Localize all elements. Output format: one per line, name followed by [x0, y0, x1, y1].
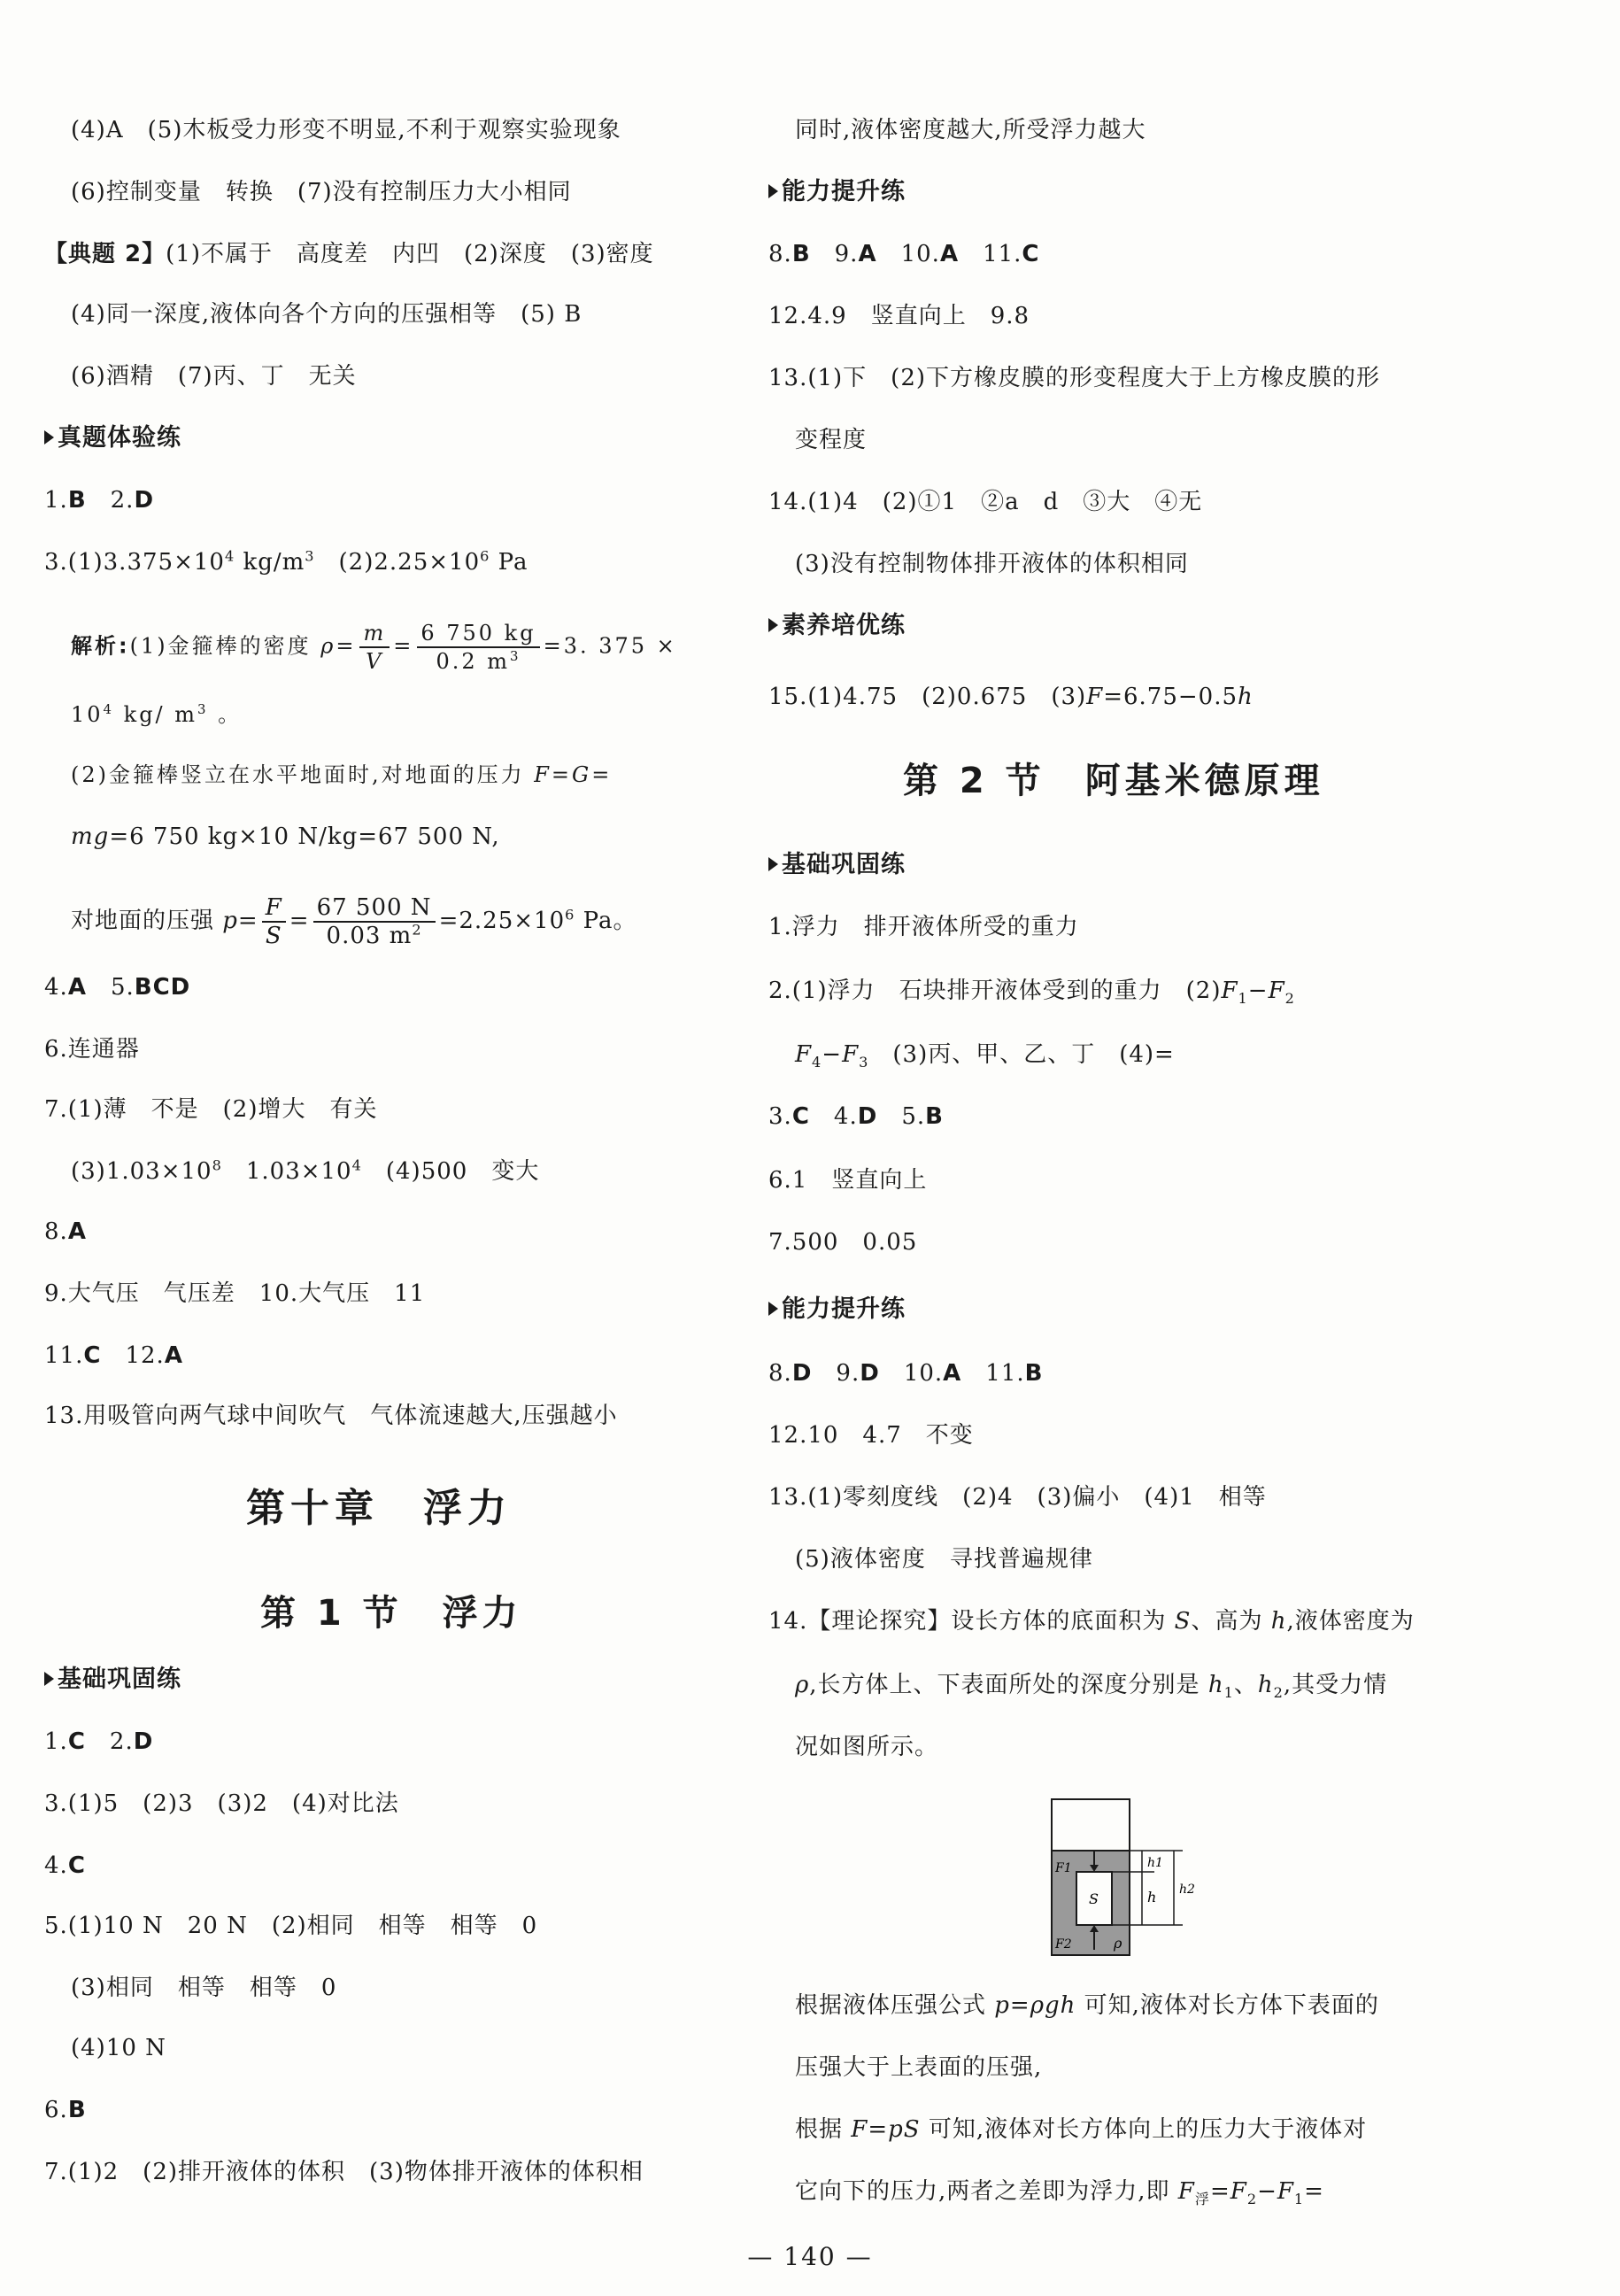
- answer-line: 5.(1)10 N 20 N (2)相同 相等 相等 0: [44, 1913, 538, 1939]
- answer-line: 13.(1)下 (2)下方橡皮膜的形变程度大于上方橡皮膜的形: [768, 365, 1381, 391]
- section-label-text: 素养培优练: [782, 612, 906, 639]
- answer-line: 对地面的压强 p= $\frac{F}{S}$ = $\frac{67 500 N}{0.03 m^2}$ $=2.25\times 10^6$ Pa。: [71, 894, 637, 949]
- answer-line: 况如图所示。: [795, 1734, 939, 1760]
- answer-line: 1.浮力 排开液体所受的重力: [768, 914, 1079, 940]
- answer-line: 8.A: [44, 1218, 87, 1245]
- answer-line: 11.C 12.A: [44, 1342, 183, 1369]
- section-label: [768, 611, 906, 641]
- section-label: [44, 1665, 181, 1695]
- answer-line: $(3)1.03\times 10^8$ $1.03\times 10^4$ (4)500 变大: [71, 1156, 540, 1185]
- label-f1: F1: [1055, 1861, 1072, 1875]
- answer-line: 6.B: [44, 2097, 87, 2123]
- play-triangle-icon: [768, 184, 778, 198]
- section-label: [768, 177, 906, 207]
- answer-line: 变程度: [795, 427, 868, 453]
- section-label-text: 基础巩固练: [58, 1666, 181, 1693]
- answer-line: 9.大气压 气压差 10.大气压 11: [44, 1280, 426, 1307]
- answer-line: (3)没有控制物体排开液体的体积相同: [795, 551, 1189, 577]
- answer-line: 14.【理论探究】设长方体的底面积为 S、高为 h,液体密度为: [768, 1608, 1415, 1635]
- section-label-text: 能力提升练: [782, 1295, 906, 1323]
- answer-line: 6.1 竖直向上: [768, 1167, 928, 1194]
- play-triangle-icon: [768, 857, 778, 871]
- section-label-text: 真题体验练: [58, 424, 181, 452]
- answer-line: 13.用吸管向两气球中间吹气 气体流速越大,压强越小: [44, 1403, 618, 1429]
- label-f2: F2: [1055, 1937, 1072, 1952]
- answer-line: 同时,液体密度越大,所受浮力越大: [795, 117, 1146, 143]
- answer-line: 4.C: [44, 1852, 86, 1879]
- answer-line: 12.10 4.7 不变: [768, 1422, 974, 1449]
- section-label-text: 能力提升练: [782, 178, 906, 205]
- answer-line: mg=6 750 kg×10 N/kg=67 500 N,: [71, 823, 500, 850]
- label-s: S: [1089, 1890, 1099, 1907]
- section-label: [768, 850, 906, 880]
- answer-line: 3.C 4.D 5.B: [768, 1103, 944, 1130]
- answer-line: 根据 F=pS 可知,液体对长方体向上的压力大于液体对: [795, 2116, 1368, 2143]
- answer-line: 14.(1)4 (2)①1 ②a d ③大 ④无: [768, 489, 1203, 515]
- label-h: h: [1147, 1889, 1157, 1906]
- section-label-text: 基础巩固练: [782, 851, 906, 878]
- play-triangle-icon: [768, 1302, 778, 1316]
- answer-line: 8.B 9.A 10.A 11.C: [768, 241, 1040, 267]
- answer-line: 3.(1)5 (2)3 (3)2 (4)对比法: [44, 1790, 399, 1817]
- answer-line: 15.(1)4.75 (2)0.675 (3)F=6.75−0.5h: [768, 684, 1254, 710]
- answer-line: 13.(1)零刻度线 (2)4 (3)偏小 (4)1 相等: [768, 1484, 1267, 1511]
- section-1-heading: 第 1 节 浮力: [260, 1593, 522, 1634]
- answer-line: 【典题 2】(1)不属于 高度差 内凹 (2)深度 (3)密度: [44, 241, 654, 267]
- page-number: — 140 —: [747, 2242, 873, 2271]
- play-triangle-icon: [44, 430, 54, 445]
- answer-line: 12.4.9 竖直向上 9.8: [768, 303, 1030, 329]
- answer-line: (3)相同 相等 相等 0: [71, 1975, 337, 2001]
- section-label: [768, 1295, 906, 1325]
- answer-line: 解析:(1)金箍棒的密度 ρ= $\frac{m}{V}$ = $\frac{6 750 kg}{0.2 m^3}$ =3. 375 ×: [71, 621, 677, 674]
- answer-line: ρ,长方体上、下表面所处的深度分别是 $h_1$、$h_2$,其受力情: [795, 1672, 1388, 1702]
- answer-line: (2)金箍棒竖立在水平地面时,对地面的压力 F=G=: [71, 762, 613, 787]
- answer-line: 它向下的压力,两者之差即为浮力,即 $F_浮=F_2-F_1=$: [795, 2178, 1324, 2208]
- answer-line: (6)酒精 (7)丙、丁 无关: [71, 363, 357, 390]
- answer-line: 7.500 0.05: [768, 1229, 918, 1256]
- answer-line: 7.(1)薄 不是 (2)增大 有关: [44, 1096, 378, 1123]
- play-triangle-icon: [768, 618, 778, 632]
- answer-line: (5)液体密度 寻找普遍规律: [795, 1546, 1093, 1573]
- answer-line: (6)控制变量 转换 (7)没有控制压力大小相同: [71, 179, 572, 205]
- answer-line: 2.(1)浮力 石块排开液体受到的重力 $(2)F_1-F_2$: [768, 978, 1295, 1008]
- section-2-heading: 第 2 节 阿基米德原理: [903, 761, 1324, 801]
- answer-line: $10^4$ kg/ $m^3$ 。: [71, 701, 243, 727]
- answer-line: 7.(1)2 (2)排开液体的体积 (3)物体排开液体的体积相: [44, 2159, 644, 2185]
- label-rho: ρ: [1114, 1935, 1122, 1952]
- section-label: [44, 423, 181, 453]
- chapter-heading: 第十章 浮力: [246, 1486, 512, 1531]
- buoyancy-diagram: [1050, 1797, 1200, 1957]
- label-h1: h1: [1147, 1856, 1163, 1870]
- answer-line: 4.A 5.BCD: [44, 974, 191, 1001]
- answer-line: $F_4-F_3$ (3)丙、甲、乙、丁 (4)=: [795, 1041, 1175, 1071]
- play-triangle-icon: [44, 1672, 54, 1686]
- answer-line: 根据液体压强公式 p=ρgh 可知,液体对长方体下表面的: [795, 1992, 1379, 2019]
- answer-line: 压强大于上表面的压强,: [795, 2054, 1043, 2081]
- answer-line: $3.(1)3.375\times 10^4$ $kg/m^3$ $(2)2.25\times 10^6$ Pa: [44, 547, 528, 576]
- answer-line: 1.C 2.D: [44, 1728, 154, 1755]
- answer-line: 1.B 2.D: [44, 487, 155, 514]
- answer-line: (4)A (5)木板受力形变不明显,不利于观察实验现象: [71, 117, 621, 143]
- label-h2: h2: [1179, 1882, 1195, 1897]
- answer-line: 6.连通器: [44, 1036, 140, 1063]
- answer-line: 8.D 9.D 10.A 11.B: [768, 1360, 1044, 1387]
- answer-line: (4)同一深度,液体向各个方向的压强相等 (5) B: [71, 301, 582, 328]
- answer-line: (4)10 N: [71, 2035, 166, 2061]
